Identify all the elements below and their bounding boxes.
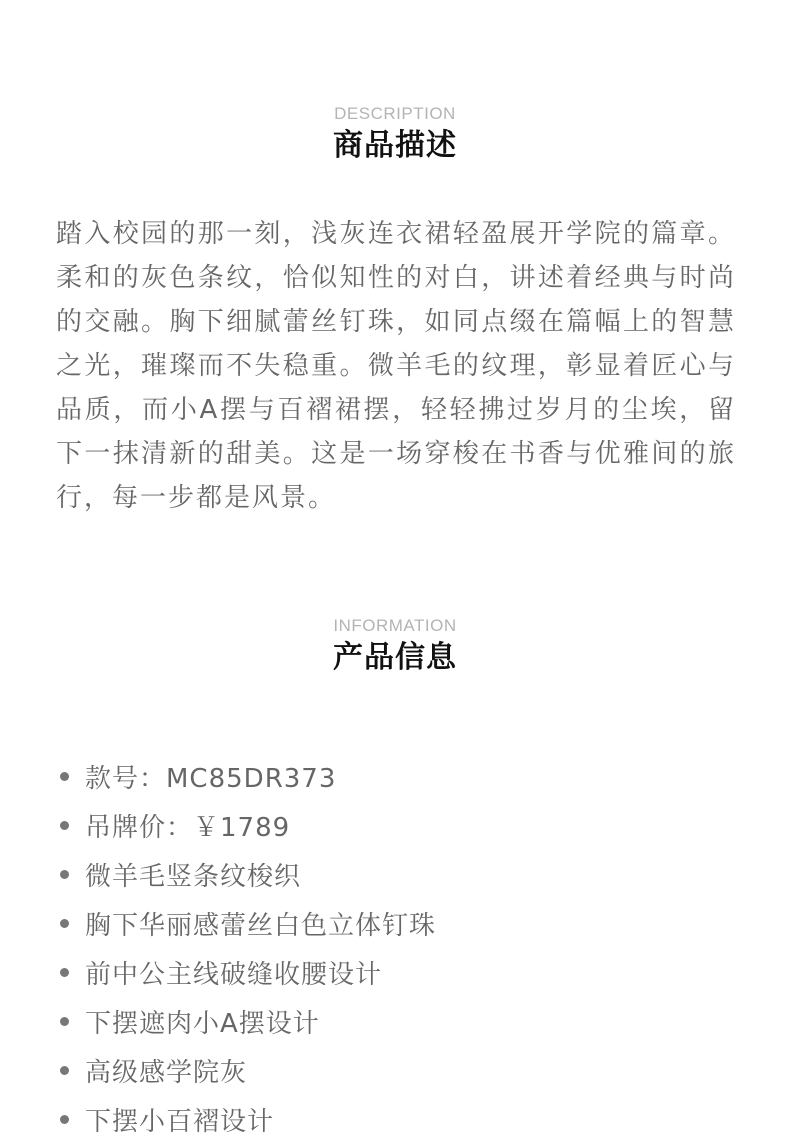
information-title: 产品信息 [333,640,457,675]
info-item-tag-price [60,801,436,850]
info-item-lace-detail [60,899,436,948]
information-list [60,752,436,1144]
bullet-icon [60,1115,69,1124]
bullet-icon [60,919,69,928]
information-eyebrow: INFORMATION [333,616,457,635]
description-body: 踏入校园的那一刻，浅灰连衣裙轻盈展开学院的篇章。柔和的灰色条纹，恰似知性的对白，讲述着经典与时尚的交融。胸下细腻蕾丝钉珠，如同点缀在篇幅上的智慧之光，璀璨而不失稳重。微羊毛的纹理，彰显着匠心与品质，而小A摆与百褶裙摆，轻轻拂过岁月的尘埃，留下一抹清新的甜美。这是一场穿梭在书香与优雅间的旅行，每一步都是风景。 [56,219,736,513]
info-item-pleats [60,1095,436,1144]
bullet-icon [60,1066,69,1075]
info-item-color [60,1046,436,1095]
information-header [0,616,790,678]
info-item-waist-design [60,948,436,997]
bullet-icon [60,1017,69,1026]
bullet-icon [60,968,69,977]
info-item-hem-aline [60,997,436,1046]
info-item-fabric [60,850,436,899]
bullet-icon [60,821,69,830]
description-header [0,104,790,166]
bullet-icon [60,870,69,879]
info-item-text: 高级感学院灰 [85,1058,248,1088]
info-item-text: 下摆小百褶设计 [85,1107,275,1137]
description-eyebrow: DESCRIPTION [334,104,456,123]
info-item-text: 款号：MC85DR373 [85,764,337,794]
info-item-text: 吊牌价：￥1789 [85,813,291,843]
bullet-icon [60,772,69,781]
description-title: 商品描述 [333,128,457,163]
info-item-style-number [60,752,436,801]
info-item-text: 下摆遮肉小A摆设计 [85,1009,320,1039]
info-item-text: 胸下华丽感蕾丝白色立体钉珠 [85,911,437,941]
info-item-text: 微羊毛竖条纹梭织 [85,862,302,892]
info-item-text: 前中公主线破缝收腰设计 [85,960,383,990]
